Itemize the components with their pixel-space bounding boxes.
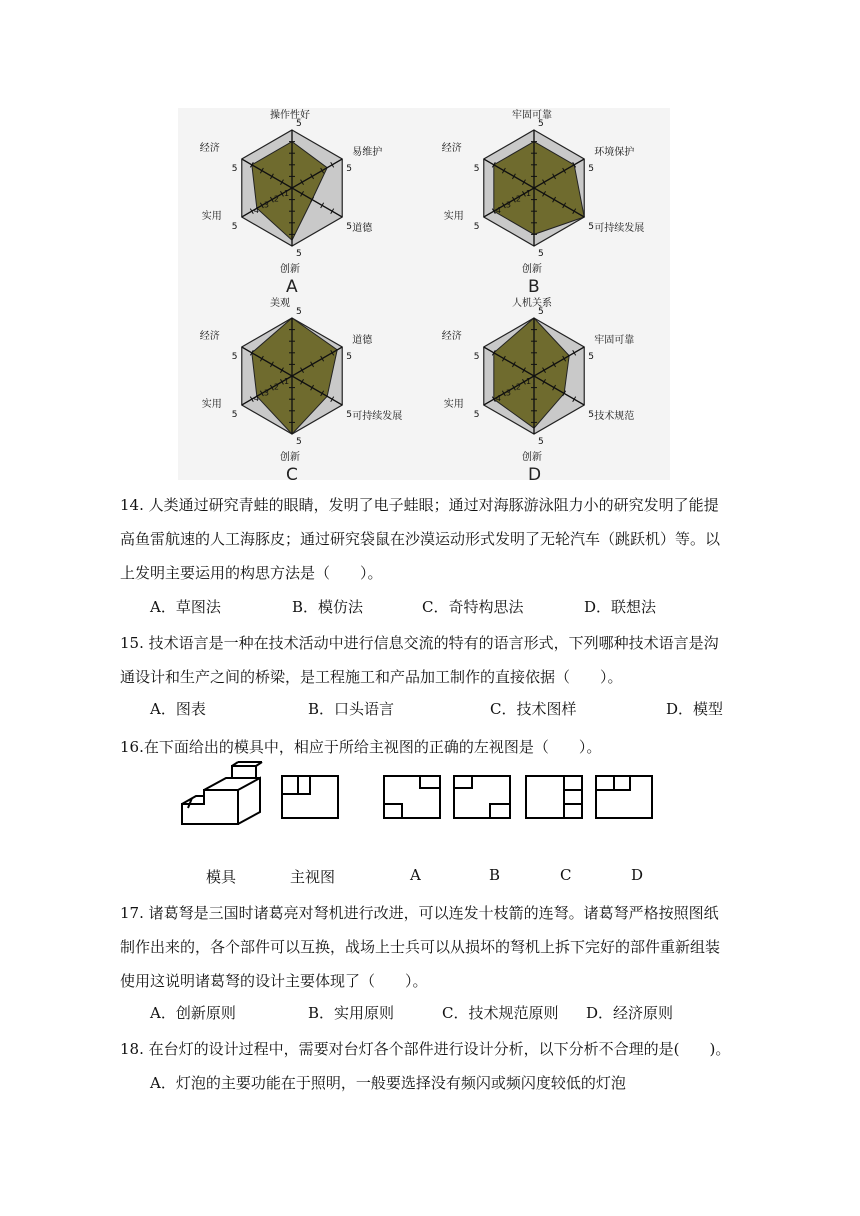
question-15 [120, 626, 740, 694]
caption-front-view: 主视图 [290, 868, 336, 886]
q15-option-b: B．口头语言 [308, 700, 395, 718]
radar-max-label: 5 [588, 352, 594, 362]
q17-line-3: 使用这说明诸葛弩的设计主要体现了（ ）。 [120, 972, 428, 990]
q14-option-b: B．模仿法 [292, 598, 364, 616]
radar-max-label: 5 [346, 222, 352, 232]
radar-inner-tick-label: 4 [253, 394, 259, 404]
mold-isometric-drawing [182, 762, 262, 824]
caption-mold: 模具 [206, 868, 237, 886]
q14-line-3: 上发明主要运用的构思方法是（ ）。 [120, 564, 383, 582]
radar-max-label: 5 [473, 222, 480, 232]
radar-max-label: 5 [538, 249, 544, 259]
caption-option-b: B [489, 866, 501, 884]
radar-max-label: 5 [538, 437, 544, 447]
question-18 [120, 1032, 740, 1066]
radar-axis-label: 经济 [199, 143, 220, 154]
radar-chart-letter: D [528, 465, 542, 480]
option-c-drawing [526, 776, 582, 818]
question-17 [120, 896, 740, 998]
option-a-drawing [384, 776, 440, 818]
radar-axis-label: 创新 [280, 452, 300, 463]
q17-line-1: 17. 诸葛弩是三国时诸葛亮对弩机进行改进，可以连发十枝箭的连弩。诸葛弩严格按照图纸 [120, 904, 719, 922]
radar-max-label: 5 [538, 307, 544, 317]
radar-axis-label: 环境保护 [594, 147, 635, 158]
radar-axis-label: 易维护 [352, 147, 383, 158]
q14-option-a: A．草图法 [150, 598, 221, 616]
q17-option-b: B．实用原则 [308, 1004, 395, 1022]
q16-drawings [170, 760, 670, 840]
q17-option-c: C．技术规范原则 [442, 1004, 559, 1022]
radar-axis-label: 实用 [201, 399, 222, 410]
radar-axis-label: 创新 [522, 264, 542, 275]
question-14 [120, 488, 740, 590]
radar-charts-svg [178, 108, 670, 480]
caption-option-a: A [410, 866, 421, 884]
option-d-drawing [596, 776, 652, 818]
radar-chart-c [200, 296, 402, 480]
q18-option-a: A．灯泡的主要功能在于照明，一般要选择没有频闪或频闪度较低的灯泡 [150, 1074, 626, 1092]
radar-axis-label: 经济 [441, 331, 462, 342]
radar-inner-tick-label: 2 [515, 382, 522, 392]
q15-option-d: D．模型 [666, 700, 724, 718]
radar-axis-label: 牢固可靠 [512, 110, 552, 121]
q14-line-1: 14. 人类通过研究青蛙的眼睛，发明了电子蛙眼；通过对海豚游泳阻力小的研究发明了能提 [120, 496, 719, 514]
front-view-drawing [282, 776, 338, 818]
radar-inner-tick-label: 1 [525, 188, 532, 198]
radar-axis-label: 可持续发展 [352, 411, 403, 422]
radar-max-label: 5 [588, 222, 594, 232]
radar-max-label: 5 [538, 119, 544, 129]
radar-inner-tick-label: 4 [495, 394, 501, 404]
q14-line-2: 高鱼雷航速的人工海豚皮；通过研究袋鼠在沙漠运动形式发明了无轮汽车（跳跃机）等。以 [120, 530, 721, 548]
radar-axis-label: 道德 [352, 223, 373, 234]
q16-line-1: 16.在下面给出的模具中，相应于所给主视图的正确的左视图是（ ）。 [120, 738, 602, 756]
radar-inner-tick-label: 4 [253, 206, 259, 216]
radar-chart-a [200, 108, 382, 297]
radar-chart-d [442, 296, 634, 480]
radar-axis-label: 经济 [441, 143, 462, 154]
radar-max-label: 5 [296, 249, 302, 259]
radar-axis-label: 创新 [522, 452, 542, 463]
q15-line-1: 15. 技术语言是一种在技术活动中进行信息交流的特有的语言形式，下列哪种技术语言是沟 [120, 634, 719, 652]
caption-option-c: C [560, 866, 572, 884]
radar-inner-tick-label: 2 [515, 194, 522, 204]
radar-axis-label: 实用 [443, 211, 464, 222]
option-b-drawing [454, 776, 510, 818]
radar-max-label: 5 [473, 164, 480, 174]
radar-axis-label: 创新 [280, 264, 300, 275]
radar-inner-tick-label: 1 [283, 376, 290, 386]
q15-option-a: A．图表 [150, 700, 206, 718]
radar-max-label: 5 [231, 410, 238, 420]
radar-axis-label: 牢固可靠 [594, 335, 635, 346]
radar-axis-label: 技术规范 [594, 411, 635, 422]
radar-max-label: 5 [588, 164, 594, 174]
radar-axis-label: 可持续发展 [594, 223, 645, 234]
q14-option-c: C．奇特构思法 [422, 598, 524, 616]
radar-inner-tick-label: 2 [273, 382, 280, 392]
q18-line-1: 18. 在台灯的设计过程中，需要对台灯各个部件进行设计分析，以下分析不合理的是( )。 [120, 1040, 731, 1058]
q15-option-c: C．技术图样 [490, 700, 577, 718]
radar-max-label: 5 [473, 410, 480, 420]
radar-inner-tick-label: 3 [505, 388, 511, 398]
radar-inner-tick-label: 3 [263, 200, 269, 210]
radar-axis-label: 经济 [199, 331, 220, 342]
radar-max-label: 5 [231, 352, 238, 362]
radar-max-label: 5 [296, 119, 302, 129]
radar-axis-label: 道德 [352, 335, 373, 346]
radar-max-label: 5 [296, 307, 302, 317]
caption-option-d: D [631, 866, 644, 884]
radar-inner-tick-label: 3 [263, 388, 269, 398]
radar-axis-label: 操作性好 [270, 110, 310, 121]
radar-inner-tick-label: 1 [283, 188, 290, 198]
q15-line-2: 通设计和生产之间的桥梁，是工程施工和产品加工制作的直接依据（ ）。 [120, 668, 623, 686]
radar-inner-tick-label: 3 [505, 200, 511, 210]
radar-max-label: 5 [588, 410, 594, 420]
radar-chart-letter: B [528, 277, 540, 297]
radar-max-label: 5 [473, 352, 480, 362]
q17-line-2: 制作出来的，各个部件可以互换，战场上士兵可以从损坏的弩机上拆下完好的部件重新组装 [120, 938, 721, 956]
radar-axis-label: 实用 [201, 211, 222, 222]
radar-max-label: 5 [231, 164, 238, 174]
q17-option-a: A．创新原则 [150, 1004, 236, 1022]
radar-inner-tick-label: 2 [273, 194, 280, 204]
radar-chart-b [442, 108, 644, 297]
radar-axis-label: 人机关系 [512, 298, 552, 309]
radar-inner-tick-label: 1 [525, 376, 532, 386]
radar-max-label: 5 [346, 164, 352, 174]
q17-option-d: D．经济原则 [586, 1004, 674, 1022]
radar-max-label: 5 [346, 410, 352, 420]
radar-max-label: 5 [231, 222, 238, 232]
radar-axis-label: 实用 [443, 399, 464, 410]
radar-max-label: 5 [296, 437, 302, 447]
question-16 [120, 730, 740, 764]
radar-max-label: 5 [346, 352, 352, 362]
radar-axis-label: 美观 [270, 298, 290, 309]
radar-figure-panel [178, 108, 670, 480]
radar-inner-tick-label: 4 [495, 206, 501, 216]
q14-option-d: D．联想法 [584, 598, 657, 616]
radar-chart-letter: A [286, 277, 298, 297]
radar-chart-letter: C [286, 465, 298, 480]
